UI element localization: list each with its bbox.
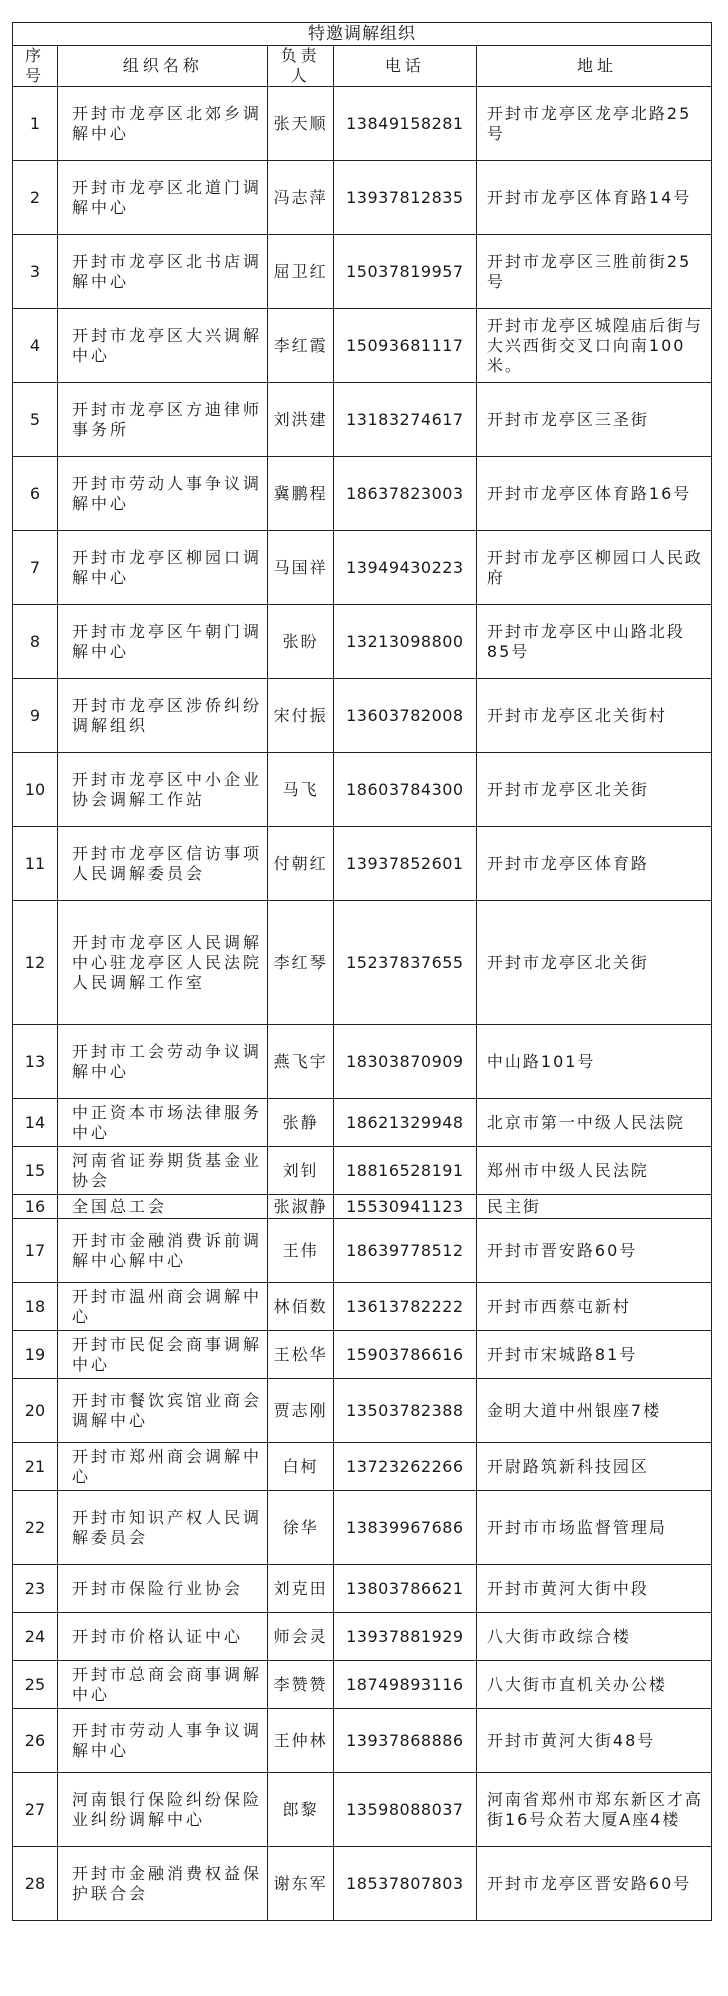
cell-person: 张静 (268, 1099, 333, 1147)
cell-phone: 18816528191 (333, 1147, 476, 1195)
cell-org: 开封市知识产权人民调解委员会 (57, 1491, 268, 1565)
table-row (13, 901, 712, 1025)
cell-person: 张天顺 (268, 87, 333, 161)
table-row (13, 1195, 712, 1219)
cell-person: 王仲林 (268, 1709, 333, 1773)
cell-no: 5 (13, 383, 58, 457)
cell-person: 贾志刚 (268, 1379, 333, 1443)
cell-no: 7 (13, 531, 58, 605)
cell-person: 谢东军 (268, 1847, 333, 1921)
table-row (13, 1709, 712, 1773)
cell-person: 刘克田 (268, 1565, 333, 1613)
cell-address: 开封市龙亭区三胜前街25号 (476, 235, 711, 309)
table-row (13, 1099, 712, 1147)
cell-address: 开封市龙亭区晋安路60号 (476, 1847, 711, 1921)
cell-person: 马飞 (268, 753, 333, 827)
cell-org: 全国总工会 (57, 1195, 268, 1219)
cell-org: 河南省证券期货基金业协会 (57, 1147, 268, 1195)
cell-org: 开封市龙亭区午朝门调解中心 (57, 605, 268, 679)
table-row (13, 1491, 712, 1565)
cell-no: 18 (13, 1283, 58, 1331)
cell-org: 开封市餐饮宾馆业商会调解中心 (57, 1379, 268, 1443)
cell-address: 开封市龙亭区北关街 (476, 901, 711, 1025)
cell-org: 开封市劳动人事争议调解中心 (57, 1709, 268, 1773)
cell-no: 16 (13, 1195, 58, 1219)
header-org: 组织名称 (57, 46, 268, 87)
cell-no: 3 (13, 235, 58, 309)
table-row (13, 1565, 712, 1613)
table-row (13, 753, 712, 827)
cell-org: 开封市龙亭区北道门调解中心 (57, 161, 268, 235)
cell-org: 开封市龙亭区北书店调解中心 (57, 235, 268, 309)
cell-phone: 13723262266 (333, 1443, 476, 1491)
cell-no: 25 (13, 1661, 58, 1709)
cell-phone: 13937881929 (333, 1613, 476, 1661)
cell-person: 李红琴 (268, 901, 333, 1025)
header-no: 序号 (13, 46, 58, 87)
cell-phone: 15237837655 (333, 901, 476, 1025)
table-row (13, 383, 712, 457)
table-title-row (13, 23, 712, 46)
cell-address: 民主街 (476, 1195, 711, 1219)
cell-no: 4 (13, 309, 58, 383)
cell-phone: 13803786621 (333, 1565, 476, 1613)
cell-address: 开封市龙亭区中山路北段85号 (476, 605, 711, 679)
cell-no: 28 (13, 1847, 58, 1921)
cell-phone: 15037819957 (333, 235, 476, 309)
cell-org: 开封市郑州商会调解中心 (57, 1443, 268, 1491)
cell-no: 10 (13, 753, 58, 827)
cell-phone: 13937868886 (333, 1709, 476, 1773)
cell-phone: 13613782222 (333, 1283, 476, 1331)
cell-person: 徐华 (268, 1491, 333, 1565)
cell-address: 八大街市政综合楼 (476, 1613, 711, 1661)
cell-address: 开封市晋安路60号 (476, 1219, 711, 1283)
cell-no: 1 (13, 87, 58, 161)
cell-address: 八大街市直机关办公楼 (476, 1661, 711, 1709)
table-row (13, 1613, 712, 1661)
cell-address: 中山路101号 (476, 1025, 711, 1099)
cell-org: 开封市温州商会调解中心 (57, 1283, 268, 1331)
cell-org: 开封市民促会商事调解中心 (57, 1331, 268, 1379)
cell-no: 11 (13, 827, 58, 901)
cell-org: 开封市龙亭区涉侨纠纷调解组织 (57, 679, 268, 753)
cell-phone: 13849158281 (333, 87, 476, 161)
cell-phone: 13937812835 (333, 161, 476, 235)
table-row (13, 309, 712, 383)
cell-no: 2 (13, 161, 58, 235)
cell-no: 15 (13, 1147, 58, 1195)
table-row (13, 1661, 712, 1709)
cell-address: 开封市西蔡屯新村 (476, 1283, 711, 1331)
cell-person: 张盼 (268, 605, 333, 679)
table-row (13, 605, 712, 679)
cell-phone: 13603782008 (333, 679, 476, 753)
cell-phone: 18637823003 (333, 457, 476, 531)
cell-no: 6 (13, 457, 58, 531)
table-row (13, 1025, 712, 1099)
table-row (13, 457, 712, 531)
cell-phone: 13949430223 (333, 531, 476, 605)
cell-address: 开封市龙亭区城隍庙后街与大兴西街交叉口向南100米。 (476, 309, 711, 383)
cell-person: 马国祥 (268, 531, 333, 605)
table-row (13, 235, 712, 309)
cell-address: 郑州市中级人民法院 (476, 1147, 711, 1195)
cell-no: 22 (13, 1491, 58, 1565)
cell-org: 开封市金融消费权益保护联合会 (57, 1847, 268, 1921)
cell-address: 开封市黄河大街中段 (476, 1565, 711, 1613)
cell-person: 李红霞 (268, 309, 333, 383)
cell-address: 开封市龙亭区龙亭北路25号 (476, 87, 711, 161)
cell-address: 开封市市场监督管理局 (476, 1491, 711, 1565)
cell-no: 24 (13, 1613, 58, 1661)
cell-org: 开封市龙亭区中小企业协会调解工作站 (57, 753, 268, 827)
cell-no: 17 (13, 1219, 58, 1283)
header-person: 负责人 (268, 46, 333, 87)
table-row (13, 87, 712, 161)
cell-no: 26 (13, 1709, 58, 1773)
cell-address: 开封市龙亭区体育路14号 (476, 161, 711, 235)
cell-org: 开封市龙亭区柳园口调解中心 (57, 531, 268, 605)
cell-address: 开封市宋城路81号 (476, 1331, 711, 1379)
table-row (13, 1283, 712, 1331)
table-row (13, 531, 712, 605)
cell-org: 开封市工会劳动争议调解中心 (57, 1025, 268, 1099)
cell-phone: 18621329948 (333, 1099, 476, 1147)
table-row (13, 679, 712, 753)
cell-phone: 13598088037 (333, 1773, 476, 1847)
mediation-org-table (12, 22, 712, 1921)
cell-address: 开封市龙亭区柳园口人民政府 (476, 531, 711, 605)
cell-org: 中正资本市场法律服务中心 (57, 1099, 268, 1147)
cell-person: 张淑静 (268, 1195, 333, 1219)
cell-person: 刘洪建 (268, 383, 333, 457)
cell-person: 刘钊 (268, 1147, 333, 1195)
cell-person: 王伟 (268, 1219, 333, 1283)
cell-person: 师会灵 (268, 1613, 333, 1661)
cell-phone: 18537807803 (333, 1847, 476, 1921)
cell-phone: 13503782388 (333, 1379, 476, 1443)
cell-no: 21 (13, 1443, 58, 1491)
cell-no: 27 (13, 1773, 58, 1847)
cell-person: 李赞赞 (268, 1661, 333, 1709)
cell-org: 开封市龙亭区信访事项人民调解委员会 (57, 827, 268, 901)
cell-no: 23 (13, 1565, 58, 1613)
cell-phone: 13213098800 (333, 605, 476, 679)
cell-address: 开封市龙亭区体育路16号 (476, 457, 711, 531)
cell-phone: 18303870909 (333, 1025, 476, 1099)
cell-address: 开封市龙亭区北关街 (476, 753, 711, 827)
cell-no: 9 (13, 679, 58, 753)
cell-org: 开封市劳动人事争议调解中心 (57, 457, 268, 531)
cell-address: 河南省郑州市郑东新区才高街16号众若大厦A座4楼 (476, 1773, 711, 1847)
cell-person: 屈卫红 (268, 235, 333, 309)
cell-phone: 13183274617 (333, 383, 476, 457)
cell-org: 开封市保险行业协会 (57, 1565, 268, 1613)
table-row (13, 161, 712, 235)
table-row (13, 1773, 712, 1847)
cell-phone: 13937852601 (333, 827, 476, 901)
cell-org: 开封市总商会商事调解中心 (57, 1661, 268, 1709)
cell-address: 金明大道中州银座7楼 (476, 1379, 711, 1443)
cell-person: 冀鹏程 (268, 457, 333, 531)
cell-no: 13 (13, 1025, 58, 1099)
cell-no: 14 (13, 1099, 58, 1147)
cell-org: 开封市价格认证中心 (57, 1613, 268, 1661)
header-phone: 电话 (333, 46, 476, 87)
cell-phone: 15093681117 (333, 309, 476, 383)
cell-address: 开封市黄河大街48号 (476, 1709, 711, 1773)
table-title: 特邀调解组织 (13, 23, 712, 46)
table-row (13, 1847, 712, 1921)
mediation-org-sheet (12, 22, 712, 1921)
cell-person: 付朝红 (268, 827, 333, 901)
cell-no: 12 (13, 901, 58, 1025)
cell-org: 河南银行保险纠纷保险业纠纷调解中心 (57, 1773, 268, 1847)
cell-phone: 18603784300 (333, 753, 476, 827)
cell-address: 开尉路筑新科技园区 (476, 1443, 711, 1491)
cell-org: 开封市龙亭区大兴调解中心 (57, 309, 268, 383)
table-row (13, 1147, 712, 1195)
cell-person: 郎黎 (268, 1773, 333, 1847)
cell-no: 19 (13, 1331, 58, 1379)
cell-no: 8 (13, 605, 58, 679)
cell-org: 开封市龙亭区人民调解中心驻龙亭区人民法院人民调解工作室 (57, 901, 268, 1025)
cell-person: 林佰数 (268, 1283, 333, 1331)
cell-org: 开封市龙亭区方迪律师事务所 (57, 383, 268, 457)
cell-person: 王松华 (268, 1331, 333, 1379)
cell-address: 开封市龙亭区北关街村 (476, 679, 711, 753)
cell-phone: 13839967686 (333, 1491, 476, 1565)
table-row (13, 1219, 712, 1283)
table-row (13, 1443, 712, 1491)
cell-person: 宋付振 (268, 679, 333, 753)
cell-person: 燕飞宇 (268, 1025, 333, 1099)
cell-person: 冯志萍 (268, 161, 333, 235)
table-row (13, 1379, 712, 1443)
cell-address: 开封市龙亭区三圣街 (476, 383, 711, 457)
cell-org: 开封市金融消费诉前调解中心解中心 (57, 1219, 268, 1283)
header-row (13, 46, 712, 87)
cell-address: 开封市龙亭区体育路 (476, 827, 711, 901)
table-row (13, 1331, 712, 1379)
cell-org: 开封市龙亭区北郊乡调解中心 (57, 87, 268, 161)
cell-phone: 18639778512 (333, 1219, 476, 1283)
cell-phone: 15530941123 (333, 1195, 476, 1219)
cell-phone: 15903786616 (333, 1331, 476, 1379)
header-address: 地址 (476, 46, 711, 87)
cell-address: 北京市第一中级人民法院 (476, 1099, 711, 1147)
cell-person: 白柯 (268, 1443, 333, 1491)
cell-no: 20 (13, 1379, 58, 1443)
table-row (13, 827, 712, 901)
cell-phone: 18749893116 (333, 1661, 476, 1709)
